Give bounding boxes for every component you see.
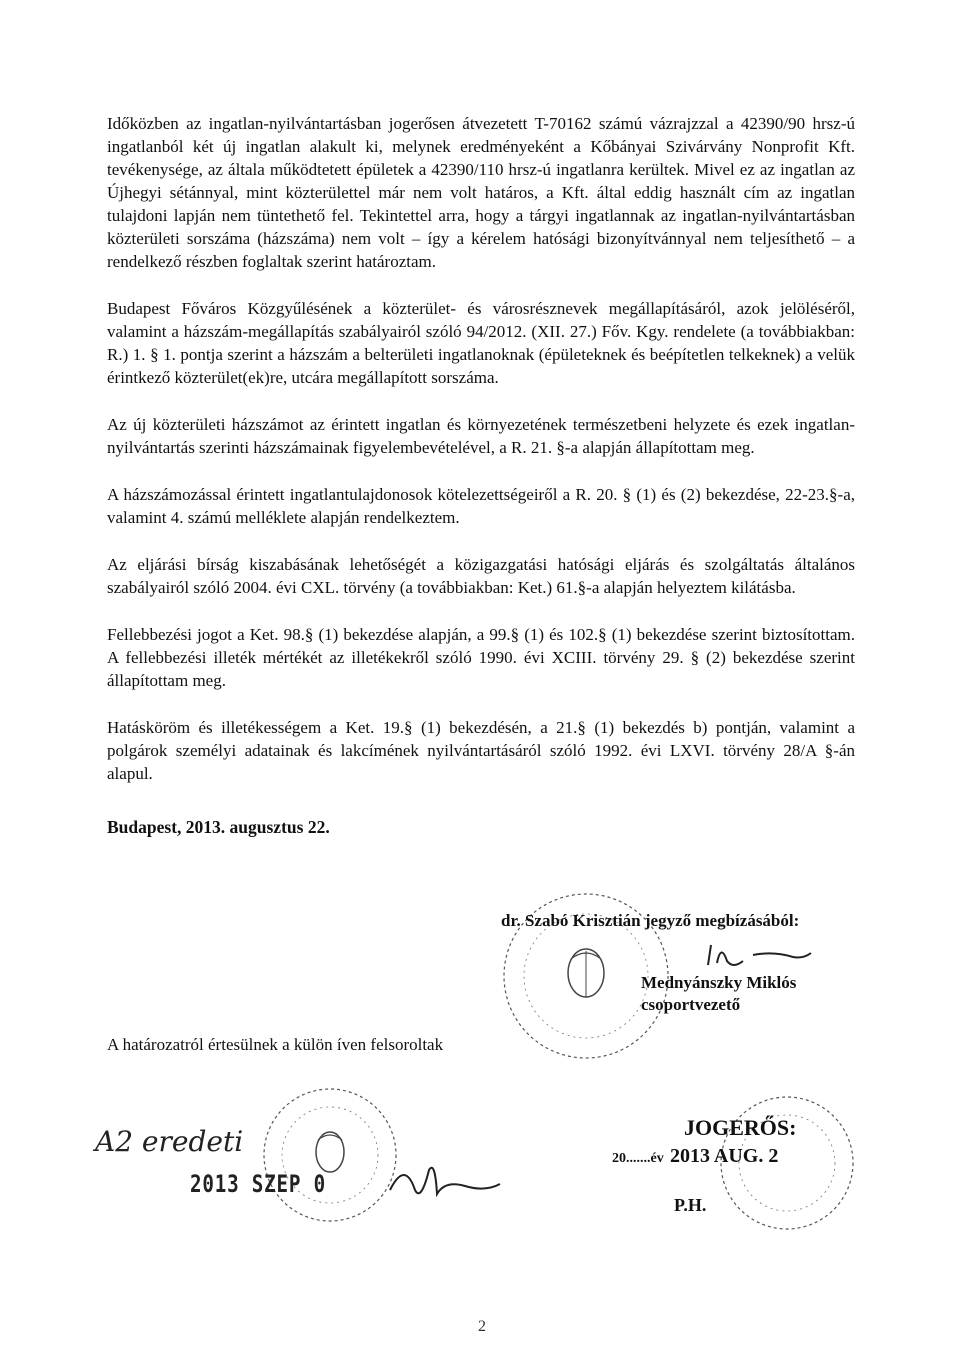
paragraph-background: Időközben az ingatlan-nyilvántartásban jogerősen átvezetett T-70162 számú vázrajzzal a 42390/90 hrsz-ú ingatlanból két új ingatlan alakult ki, melynek eredményeként a Kőbányai Szivárvány Nonprofit Kft. tevékenysége, az általa működtetett épületek a 42390/110 hrsz-ú ingatlanra kerültek. Mivel ez az ingatlan az Újhegyi sétánnyal, mint közterülettel már nem volt határos, a Kft. által eddig használt cím az ingatlan tulajdoni lapján nem tüntethető fel. Tekintettel arra, hogy a tárgyi ingatlannak az ingatlan-nyilvántartásban közterületi sorszáma (házszáma) nem volt – így a kérelem hatósági bizonyítvánnyal nem teljesíthető – a rendelkező részben foglaltak szerint határoztam. <box>107 114 855 271</box>
signature-role: csoportvezető <box>641 995 741 1014</box>
paragraph-obligations: A házszámozással érintett ingatlantulajdonosok kötelezettségeiről a R. 20. § (1) és (2) bekezdése, 22-23.§-a, valamint 4. számú melléklete alapján rendelkeztem. <box>107 485 855 527</box>
paragraph-new-number: Az új közterületi házszámot az érintett ingatlan és környezetének természetbeni helyzete és ezek ingatlan-nyilvántartás szerinti házszámainak figyelembevételével, a R. 21. §-a alapján állapítottam meg. <box>107 415 855 457</box>
recipients-notice: A határozatról értesülnek a külön íven felsoroltak <box>107 1035 444 1054</box>
finality-title: JOGERŐS: <box>684 1115 797 1140</box>
handwritten-signature <box>703 935 823 975</box>
page-number: 2 <box>478 1318 486 1335</box>
handwritten-note: A2 eredeti <box>95 1125 244 1158</box>
paragraph-legal-basis: Budapest Főváros Közgyűlésének a közterület- és városrésznevek megállapításáról, azok jelöléséről, valamint a házszám-megállapítás szabályairól szóló 94/2012. (XII. 27.) Főv. Kgy. rendelete (a továbbiakban: R.) 1. § 1. pontja szerint a házszám a belterületi ingatlanoknak (épületeknek és beépítetlen telkeknek) a velük érintkező közterület(ek)re, utcára megállapított sorszáma. <box>107 299 855 387</box>
received-date-stamp: 2013 SZEP 0 <box>190 1170 326 1198</box>
office-stamp-lower <box>255 1080 405 1230</box>
finality-ph: P.H. <box>674 1195 707 1215</box>
finality-year-prefix: 20.......év <box>612 1151 664 1166</box>
paragraph-appeal: Fellebbezési jogot a Ket. 98.§ (1) bekezdése alapján, a 99.§ (1) és 102.§ (1) bekezdése szerint biztosítottam. A fellebbezési illeték mértékét az illetékekről szóló 1990. évi XCIII. törvény 29. § (2) bekezdése szerint állapítottam meg. <box>107 625 855 690</box>
signature-block <box>493 893 913 1063</box>
paragraph-competence: Hatásköröm és illetékességem a Ket. 19.§ (1) bekezdésén, a 21.§ (1) bekezdés b) pontján, valamint a polgárok személyi adatainak és lakcímének nyilvántartásáról szóló 1992. évi LXVI. törvény 28/A §-án alapul. <box>107 718 855 783</box>
finality-date: 2013 AUG. 2 <box>670 1145 779 1167</box>
finality-stamp <box>612 1105 797 1215</box>
document-body <box>107 112 855 838</box>
paragraph-fine: Az eljárási bírság kiszabásának lehetőségét a közigazgatási hatósági eljárás és szolgáltatás általános szabályairól szóló 2004. évi CXL. törvény (a továbbiakban: Ket.) 61.§-a alapján helyeztem kilátásba. <box>107 555 855 597</box>
signature-title: dr. Szabó Krisztián jegyző megbízásából: <box>501 911 800 930</box>
date-line: Budapest, 2013. augusztus 22. <box>107 817 330 837</box>
signature-name: Mednyánszky Miklós <box>641 973 797 992</box>
lower-handwritten-signature <box>385 1150 505 1210</box>
